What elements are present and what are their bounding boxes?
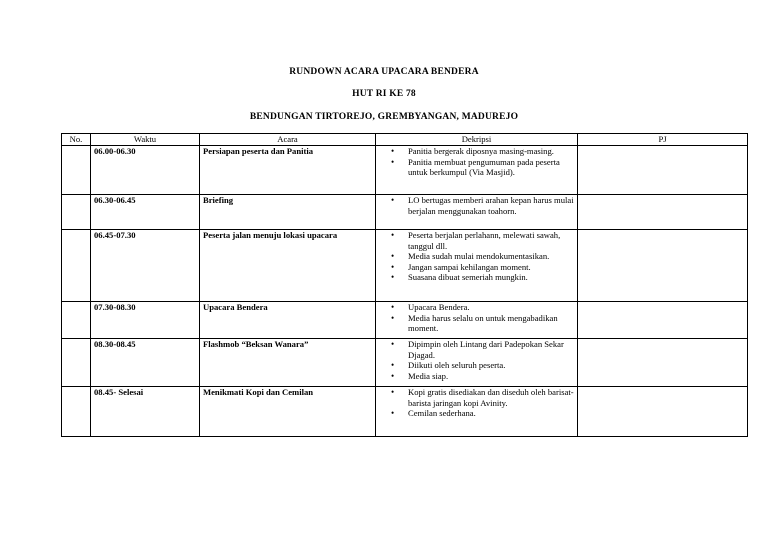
description-item: • Panitia membuat pengumuman pada peserta untuk berkumpul (Via Masjid).: [379, 157, 574, 178]
cell-acara: Menikmati Kopi dan Cemilan: [200, 387, 376, 437]
cell-pj: [578, 302, 748, 339]
cell-no: [62, 302, 91, 339]
cell-pj: [578, 195, 748, 230]
description-item: • Diikuti oleh seluruh peserta.: [379, 360, 574, 371]
cell-pj: [578, 387, 748, 437]
table-row: [62, 302, 748, 339]
cell-deskripsi: [376, 339, 578, 387]
cell-no: [62, 339, 91, 387]
cell-deskripsi: [376, 146, 578, 195]
cell-no: [62, 387, 91, 437]
cell-deskripsi: [376, 230, 578, 302]
cell-deskripsi: [376, 302, 578, 339]
cell-pj: [578, 230, 748, 302]
rundown-table: [61, 133, 748, 437]
table-row: [62, 387, 748, 437]
header-no: No.: [62, 134, 91, 146]
document-subtitle: HUT RI KE 78: [352, 89, 416, 99]
description-item: • Panitia bergerak diposnya masing-masing.: [379, 146, 574, 157]
cell-waktu: 08.45- Selesai: [91, 387, 200, 437]
cell-acara: Persiapan peserta dan Panitia: [200, 146, 376, 195]
description-list: [379, 302, 574, 334]
cell-acara: Briefing: [200, 195, 376, 230]
description-item: • Upacara Bendera.: [379, 302, 574, 313]
description-item: • Jangan sampai kehilangan moment.: [379, 262, 574, 273]
header-deskripsi: Dekripsi: [376, 134, 578, 146]
table-row: [62, 230, 748, 302]
document-location: BENDUNGAN TIRTOREJO, GREMBYANGAN, MADUREJO: [249, 112, 519, 122]
description-item: • Peserta berjalan perlahann, melewati sawah, tanggul dll.: [379, 230, 574, 251]
description-item: • Media sudah mulai mendokumentasikan.: [379, 251, 574, 262]
document-title: RUNDOWN ACARA UPACARA BENDERA: [289, 67, 479, 77]
cell-waktu: 06.30-06.45: [91, 195, 200, 230]
description-item: • Kopi gratis disediakan dan diseduh oleh barisat-barista jaringan kopi Avinity.: [379, 387, 574, 408]
cell-acara: Upacara Bendera: [200, 302, 376, 339]
table-header-row: [62, 134, 748, 146]
description-item: • LO bertugas memberi arahan kepan harus mulai berjalan menggunakan toahorn.: [379, 195, 574, 216]
description-list: [379, 230, 574, 283]
description-item: • Suasana dibuat semeriah mungkin.: [379, 272, 574, 283]
cell-deskripsi: [376, 195, 578, 230]
description-list: [379, 387, 574, 419]
cell-pj: [578, 146, 748, 195]
cell-no: [62, 146, 91, 195]
description-item: • Media harus selalu on untuk mengabadikan moment.: [379, 313, 574, 334]
cell-acara: Peserta jalan menuju lokasi upacara: [200, 230, 376, 302]
description-item: • Dipimpin oleh Lintang dari Padepokan Sekar Djagad.: [379, 339, 574, 360]
cell-acara: Flashmob “Beksan Wanara”: [200, 339, 376, 387]
header-waktu: Waktu: [91, 134, 200, 146]
description-item: • Cemilan sederhana.: [379, 408, 574, 419]
cell-deskripsi: [376, 387, 578, 437]
cell-waktu: 07.30-08.30: [91, 302, 200, 339]
table-row: [62, 195, 748, 230]
cell-no: [62, 230, 91, 302]
description-item: • Media siap.: [379, 371, 574, 382]
header-pj: PJ: [578, 134, 748, 146]
description-list: [379, 195, 574, 216]
cell-waktu: 08.30-08.45: [91, 339, 200, 387]
cell-waktu: 06.00-06.30: [91, 146, 200, 195]
table-row: [62, 339, 748, 387]
header-acara: Acara: [200, 134, 376, 146]
description-list: [379, 146, 574, 178]
cell-pj: [578, 339, 748, 387]
cell-waktu: 06.45-07.30: [91, 230, 200, 302]
table-row: [62, 146, 748, 195]
description-list: [379, 339, 574, 381]
cell-no: [62, 195, 91, 230]
